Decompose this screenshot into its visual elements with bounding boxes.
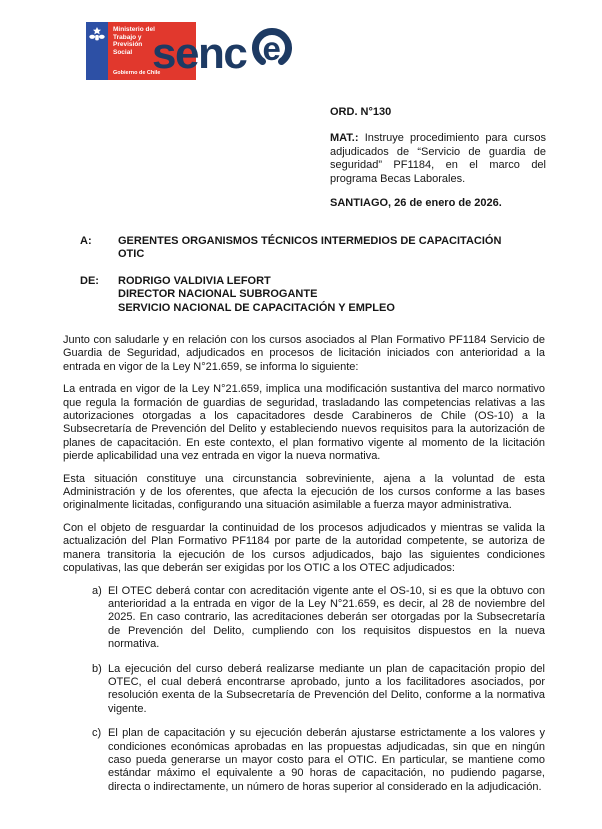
to-line: GERENTES ORGANISMOS TÉCNICOS INTERMEDIOS DE CAPACITACIÓN <box>118 235 502 247</box>
sence-logo <box>152 26 302 81</box>
mat-label: MAT.: <box>330 132 359 145</box>
mat-text: Instruye procedimiento para cursos adjudicados de “Servicio de guardia de seguridad” PF1184, en el marco del programa Becas Laborales. <box>330 132 546 185</box>
list-item-c <box>63 727 545 794</box>
letter-body <box>63 334 545 794</box>
government-of-chile-label: Gobierno de Chile <box>113 70 161 76</box>
ministry-name: Ministerio del Trabajo y Previsión Social <box>113 26 155 56</box>
list-text-b: La ejecución del curso deberá realizarse mediante un plan de capacitación propio del OTEC, el cual deberá encontrarse aprobado, junto a los facilitadores asociados, por resolución exenta de la Subsecretaría de Prevención del Delito, conforme a la normativa vigente. <box>108 662 545 715</box>
to-row <box>80 235 546 262</box>
coat-of-arms-panel <box>86 22 108 80</box>
mat-subject <box>330 132 546 186</box>
from-line-title: DIRECTOR NACIONAL SUBROGANTE <box>118 288 318 301</box>
to-line: OTIC <box>118 248 145 261</box>
from-row <box>80 275 546 315</box>
from-line-name: RODRIGO VALDIVIA LEFORT <box>118 274 271 287</box>
from-label: DE: <box>80 274 99 287</box>
paragraph-force-majeure: Esta situación constituye una circunstancia sobreviniente, ajena a la voluntad de esta Administración y de los oferentes, que afecta la ejecución de los cursos conforme a las bases originalmente licitadas, configurando una situación asimilable a fuerza mayor administrativa. <box>63 472 545 512</box>
ord-number: ORD. N°130 <box>330 106 392 118</box>
list-item-b <box>63 663 545 717</box>
from-lines <box>118 275 546 315</box>
from-line-service: SERVICIO NACIONAL DE CAPACITACIÓN Y EMPLEO <box>118 301 395 314</box>
list-marker-c: c) <box>92 727 102 740</box>
recipients-block <box>80 235 546 315</box>
sence-logo-icon <box>152 26 302 76</box>
place-date: SANTIAGO, 26 de enero de 2026. <box>330 197 502 210</box>
list-marker-b: b) <box>92 662 102 675</box>
list-text-a: El OTEC deberá contar con acreditación vigente ante el OS-10, si es que la obtuvo con anterioridad a la entrada en vigor de la Ley N°21.659, es decir, al 28 de noviembre del 2025. En caso contrario, las acreditaciones deberán ser otorgadas por la Subsecretaría de Prevención del Delito, cumpliendo con los requisitos dispuestos en la nueva normativa. <box>108 584 545 651</box>
list-marker-a: a) <box>92 584 102 597</box>
coat-of-arms-icon <box>89 27 105 42</box>
sence-wordmark: senc <box>152 29 247 76</box>
letter-header <box>330 106 546 210</box>
list-text-c: El plan de capacitación y su ejecución deberán ajustarse estrictamente a los valores y condiciones económicas aprobadas en las propuestas adjudicadas, sin que en ningún caso pueda generarse un mayor costo para el OTIC. En particular, se mantiene como estándar máximo el equivalente a 90 horas de capacitación, no pudiendo pagarse, directa o indirectamente, un número de horas superior al considerado en la adjudicación. <box>108 727 545 793</box>
sence-e-glyph: e <box>262 30 281 67</box>
paragraph-authorization: Con el objeto de resguardar la continuidad de los procesos adjudicados y mientras se valida la actualización del Plan Formativo PF1184 por parte de la autoridad competente, se autoriza de manera transitoria la ejecución de los cursos adjudicados, bajo las siguientes condiciones copulativas, las que deberán ser exigidas por los OTIC a los OTEC adjudicados: <box>63 521 545 575</box>
list-item-a <box>63 585 545 652</box>
paragraph-greeting: Junto con saludarle y en relación con los cursos asociados al Plan Formativo PF1184 Servicio de Guardia de Seguridad, adjudicados en procesos de licitación iniciados con anterioridad a la entrada en vigor de la Ley N°21.659, se informa lo siguiente: <box>63 334 545 373</box>
to-lines <box>118 235 546 262</box>
to-label: A: <box>80 235 92 247</box>
paragraph-law-context: La entrada en vigor de la Ley N°21.659, implica una modificación sustantiva del marco normativo que regula la formación de guardias de seguridad, trasladando las competencias relativas a las autorizaciones otorgadas a los capacitadores desde Carabineros de Chile (OS-10) a la Subsecretaría de Prevención del Delito y estableciendo nuevos requisitos para la autorización de planes de capacitación. En este contexto, el plan formativo vigente al momento de la licitación pierde aplicabilidad una vez entrada en vigor la nueva normativa. <box>63 383 545 463</box>
